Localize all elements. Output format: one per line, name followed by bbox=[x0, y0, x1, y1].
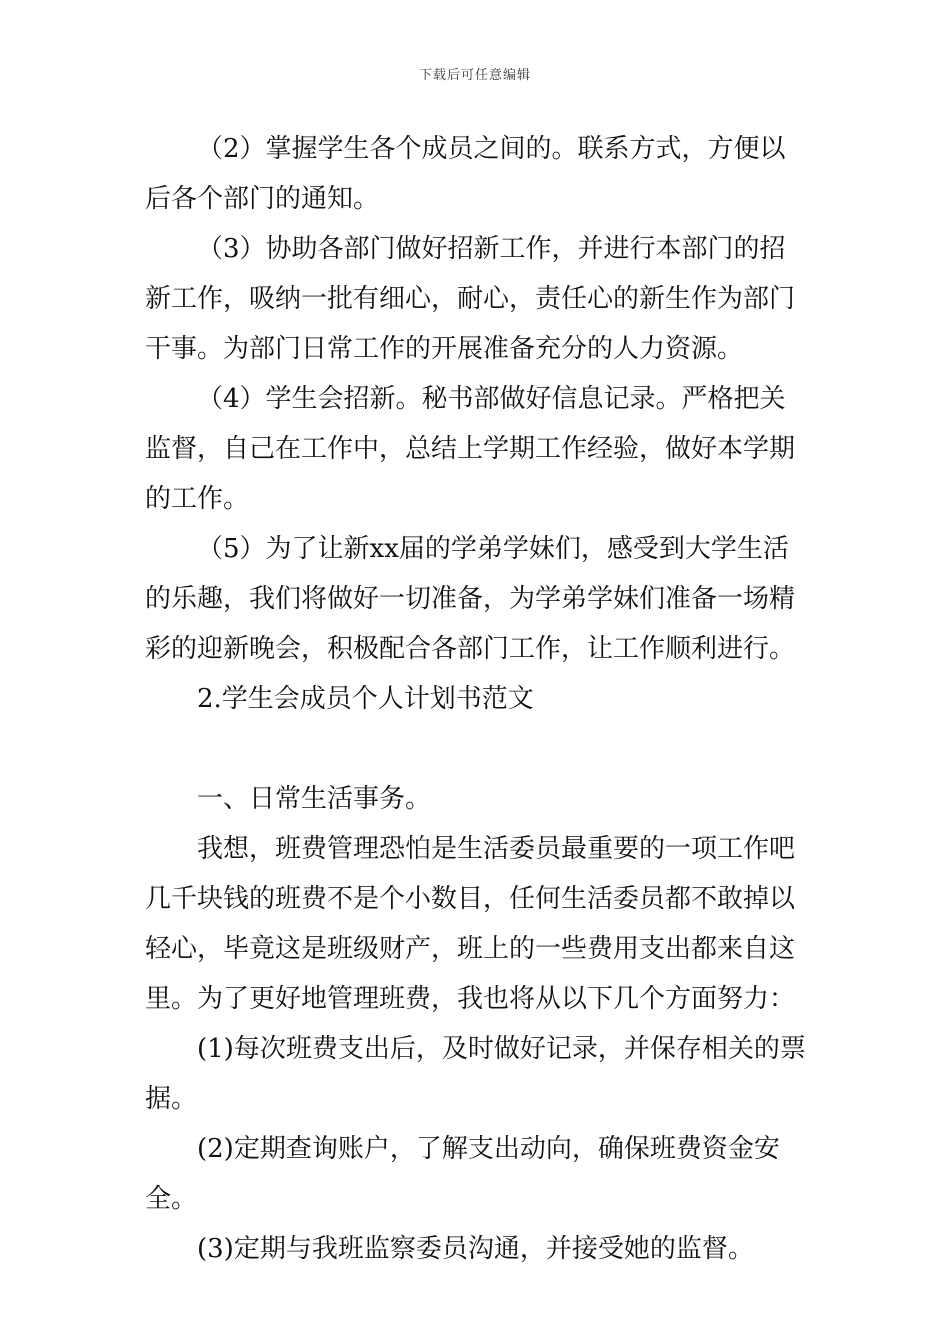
list-item-2: (2)定期查询账户，了解支出动向，确保班费资金安全。 bbox=[145, 1134, 780, 1214]
paragraph-item-3: （3）协助各部门做好招新工作，并进行本部门的招新工作，吸纳一批有细心，耐心，责任心的新生作为部门干事。为部门日常工作的开展准备充分的人力资源。 bbox=[145, 234, 796, 364]
list-item-3: (3)定期与我班监察委员沟通，并接受她的监督。 bbox=[197, 1234, 754, 1264]
paragraph-item-2: （2）掌握学生各个成员之间的。联系方式，方便以后各个部门的通知。 bbox=[145, 134, 786, 214]
section-heading: 2.学生会成员个人计划书范文 bbox=[197, 684, 534, 714]
paragraph-item-5: （5）为了让新xx届的学弟学妹们，感受到大学生活的乐趣，我们将做好一切准备，为学弟学妹们准备一场精彩的迎新晚会，积极配合各部门工作，让工作顺利进行。 bbox=[145, 534, 796, 664]
subsection-heading: 一、日常生活事务。 bbox=[197, 784, 432, 814]
list-item-1: (1)每次班费支出后，及时做好记录，并保存相关的票据。 bbox=[145, 1034, 806, 1114]
blank-line bbox=[145, 724, 810, 774]
intro-paragraph: 我想，班费管理恐怕是生活委员最重要的一项工作吧几千块钱的班费不是个小数目，任何生活委员都不敢掉以轻心，毕竟这是班级财产，班上的一些费用支出都来自这里。为了更好地管理班费，我也将从以下几个方面努力： bbox=[145, 834, 796, 1014]
paragraph-item-4: （4）学生会招新。秘书部做好信息记录。严格把关监督，自己在工作中，总结上学期工作经验，做好本学期的工作。 bbox=[145, 384, 796, 514]
document-body bbox=[145, 124, 810, 1274]
page-header-note: 下载后可任意编辑 bbox=[418, 68, 531, 83]
